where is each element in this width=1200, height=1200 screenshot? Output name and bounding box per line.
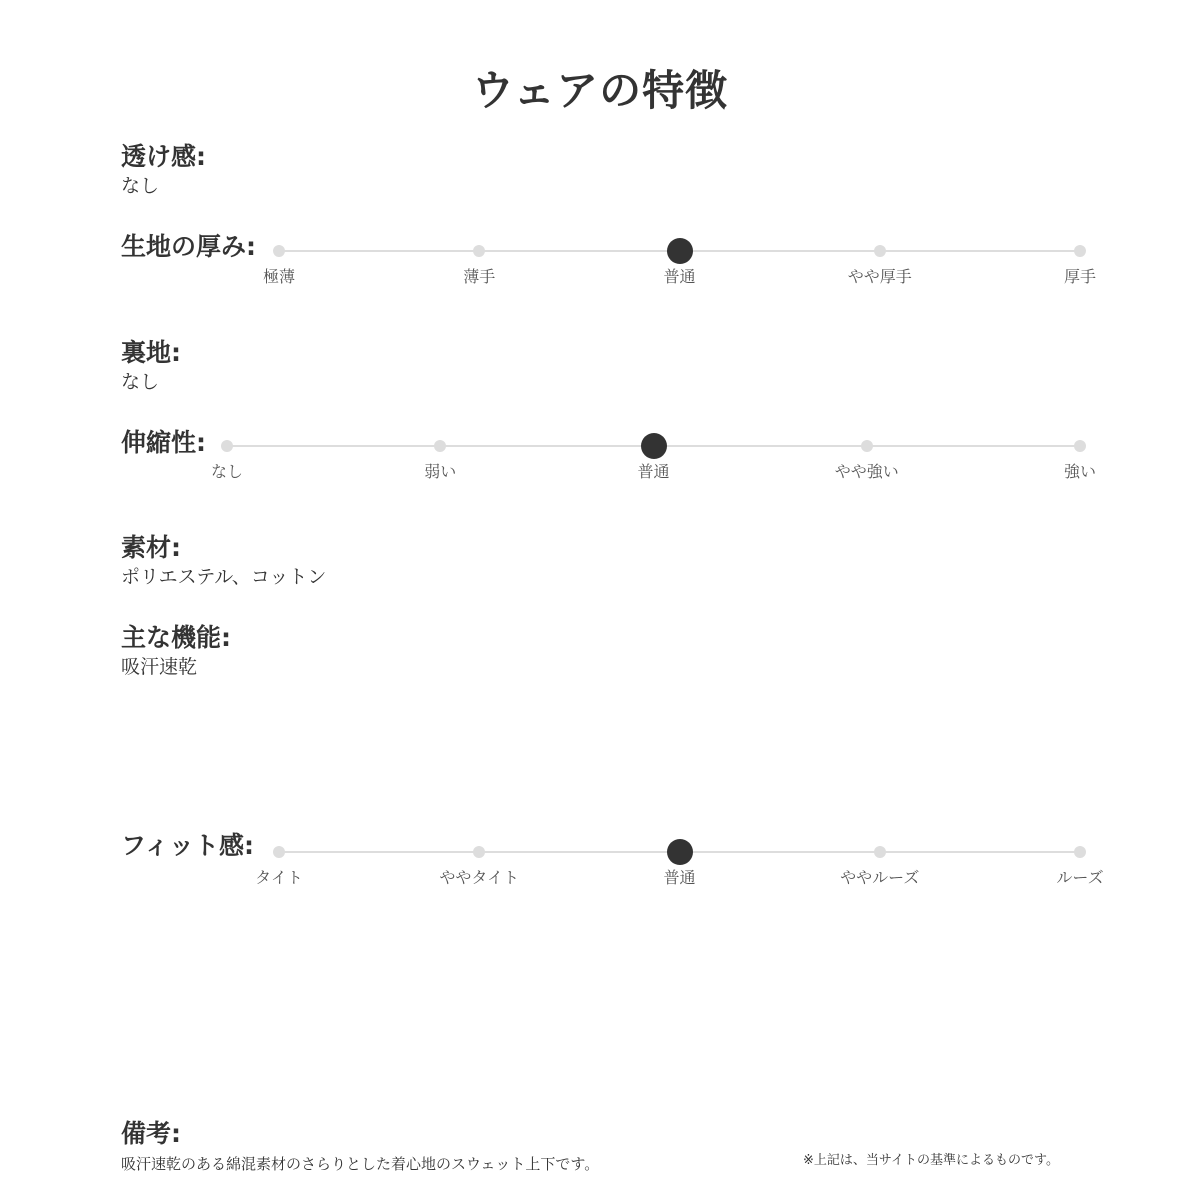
fit-scale-dot	[1074, 846, 1086, 858]
fit-label: フィット感:	[121, 831, 254, 860]
fit-scale-dot	[473, 846, 485, 858]
stretch-label: 伸縮性:	[121, 428, 206, 457]
page-title: ウェアの特徴	[471, 66, 729, 115]
lining-value: なし	[121, 371, 160, 393]
fit-scale-dot	[874, 846, 886, 858]
thickness-selected-marker	[667, 238, 693, 264]
thickness-option-label: 極薄	[262, 267, 295, 286]
fit-option-label: ややルーズ	[840, 868, 920, 887]
fit-selected-marker	[667, 839, 693, 865]
fit-scale	[255, 852, 1104, 892]
fit-option-label: ややタイト	[439, 868, 520, 887]
disclaimer-text: ※上記は、当サイトの基準によるものです。	[803, 1153, 1059, 1168]
stretch-scale-dot	[1074, 440, 1086, 452]
remarks-value: 吸汗速乾のある綿混素材のさらりとした着心地のスウェット上下です。	[121, 1155, 600, 1173]
thickness-label: 生地の厚み:	[121, 232, 256, 261]
stretch-option-label: 弱い	[424, 462, 457, 481]
thickness-option-label: 普通	[663, 267, 696, 286]
thickness-option-label: やや厚手	[847, 267, 912, 286]
transparency-value: なし	[121, 175, 160, 197]
fit-option-label: タイト	[255, 868, 303, 887]
material-label: 素材:	[121, 533, 181, 562]
fit-scale-dot	[273, 846, 285, 858]
functions-value: 吸汗速乾	[121, 656, 198, 678]
stretch-option-label: なし	[210, 462, 243, 481]
lining-label: 裏地:	[121, 338, 181, 367]
functions-label: 主な機能:	[121, 623, 231, 652]
thickness-scale	[262, 251, 1096, 291]
thickness-scale-dot	[874, 245, 886, 257]
thickness-scale-dot	[273, 245, 285, 257]
transparency-label: 透け感:	[121, 142, 206, 171]
stretch-scale	[210, 446, 1096, 486]
thickness-option-label: 厚手	[1063, 267, 1096, 286]
material-value: ポリエステル、コットン	[121, 566, 327, 588]
remarks-label: 備考:	[121, 1119, 181, 1148]
stretch-scale-dot	[861, 440, 873, 452]
stretch-scale-dot	[434, 440, 446, 452]
stretch-selected-marker	[641, 433, 667, 459]
thickness-option-label: 薄手	[463, 267, 496, 286]
stretch-option-label: やや強い	[834, 462, 899, 481]
fit-option-label: ルーズ	[1056, 868, 1104, 887]
stretch-option-label: 普通	[637, 462, 670, 481]
thickness-scale-dot	[473, 245, 485, 257]
fit-option-label: 普通	[663, 868, 696, 887]
stretch-option-label: 強い	[1063, 462, 1096, 481]
stretch-scale-dot	[221, 440, 233, 452]
thickness-scale-dot	[1074, 245, 1086, 257]
